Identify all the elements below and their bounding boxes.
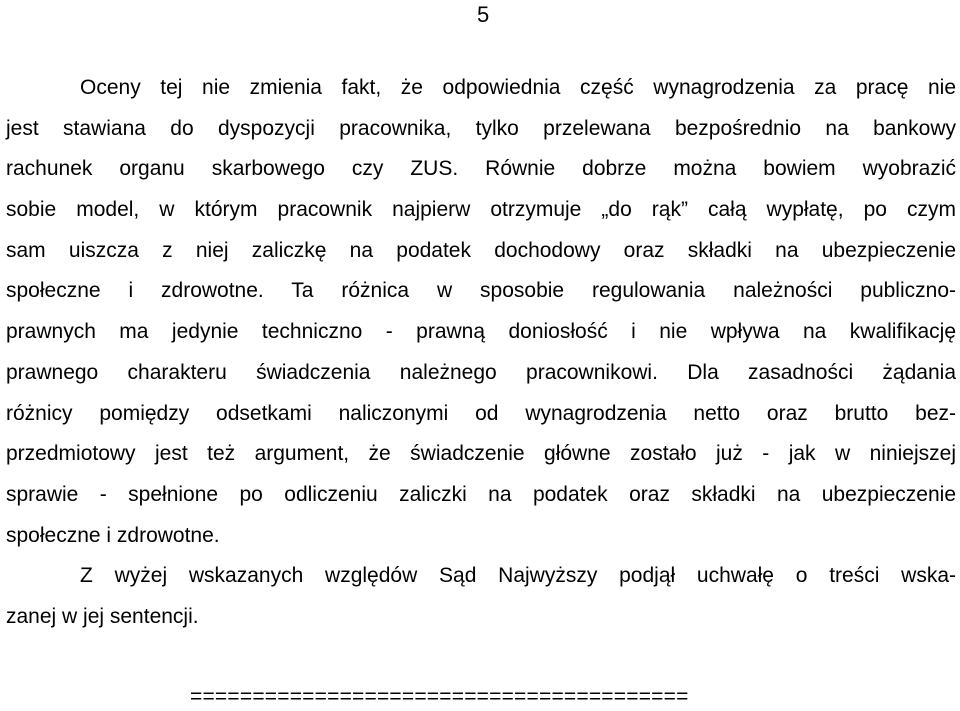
paragraph-1-line-9: różnicy pomiędzy odsetkami naliczonymi od wynagrodzenia netto oraz brutto bez- — [6, 401, 956, 425]
paragraph-1-line-10: przedmiotowy jest też argument, że świadczenie główne zostało już - jak w niniejszej — [6, 442, 956, 466]
paragraph-2-line-2: zanej w jej sentencji. — [6, 604, 199, 628]
paragraph-1-line-2: jest stawiana do dyspozycji pracownika, tylko przelewana bezpośrednio na bankowy — [6, 116, 956, 140]
paragraph-1-line-1: Oceny tej nie zmienia fakt, że odpowiednia część wynagrodzenia za pracę nie — [80, 76, 956, 99]
paragraph-1-line-7: prawnych ma jedynie techniczno - prawną doniosłość i nie wpływa na kwalifikację — [6, 320, 956, 344]
paragraph-1-line-3: rachunek organu skarbowego czy ZUS. Równie dobrze można bowiem wyobrazić — [6, 157, 956, 181]
paragraph-1-line-12: społeczne i zdrowotne. — [6, 523, 220, 547]
page-number: 5 — [477, 2, 490, 27]
paragraph-1-line-11: sprawie - spełnione po odliczeniu zaliczki na podatek oraz składki na ubezpieczenie — [6, 482, 956, 506]
paragraph-1-line-8: prawnego charakteru świadczenia należnego pracownikowi. Dla zasadności żądania — [6, 360, 956, 384]
paragraph-1-line-5: sam uiszcza z niej zaliczkę na podatek dochodowy oraz składki na ubezpieczenie — [6, 238, 956, 262]
paragraph-1-line-4: sobie model, w którym pracownik najpierw otrzymuje „do rąk” całą wypłatę, po czym — [6, 198, 956, 222]
paragraph-2-line-1: Z wyżej wskazanych względów Sąd Najwyższy podjął uchwałę o treści wska- — [80, 564, 956, 588]
end-separator: ======================================== — [190, 685, 689, 708]
paragraph-1-line-6: społeczne i zdrowotne. Ta różnica w sposobie regulowania należności publiczno- — [6, 279, 956, 303]
document-body — [6, 68, 956, 638]
